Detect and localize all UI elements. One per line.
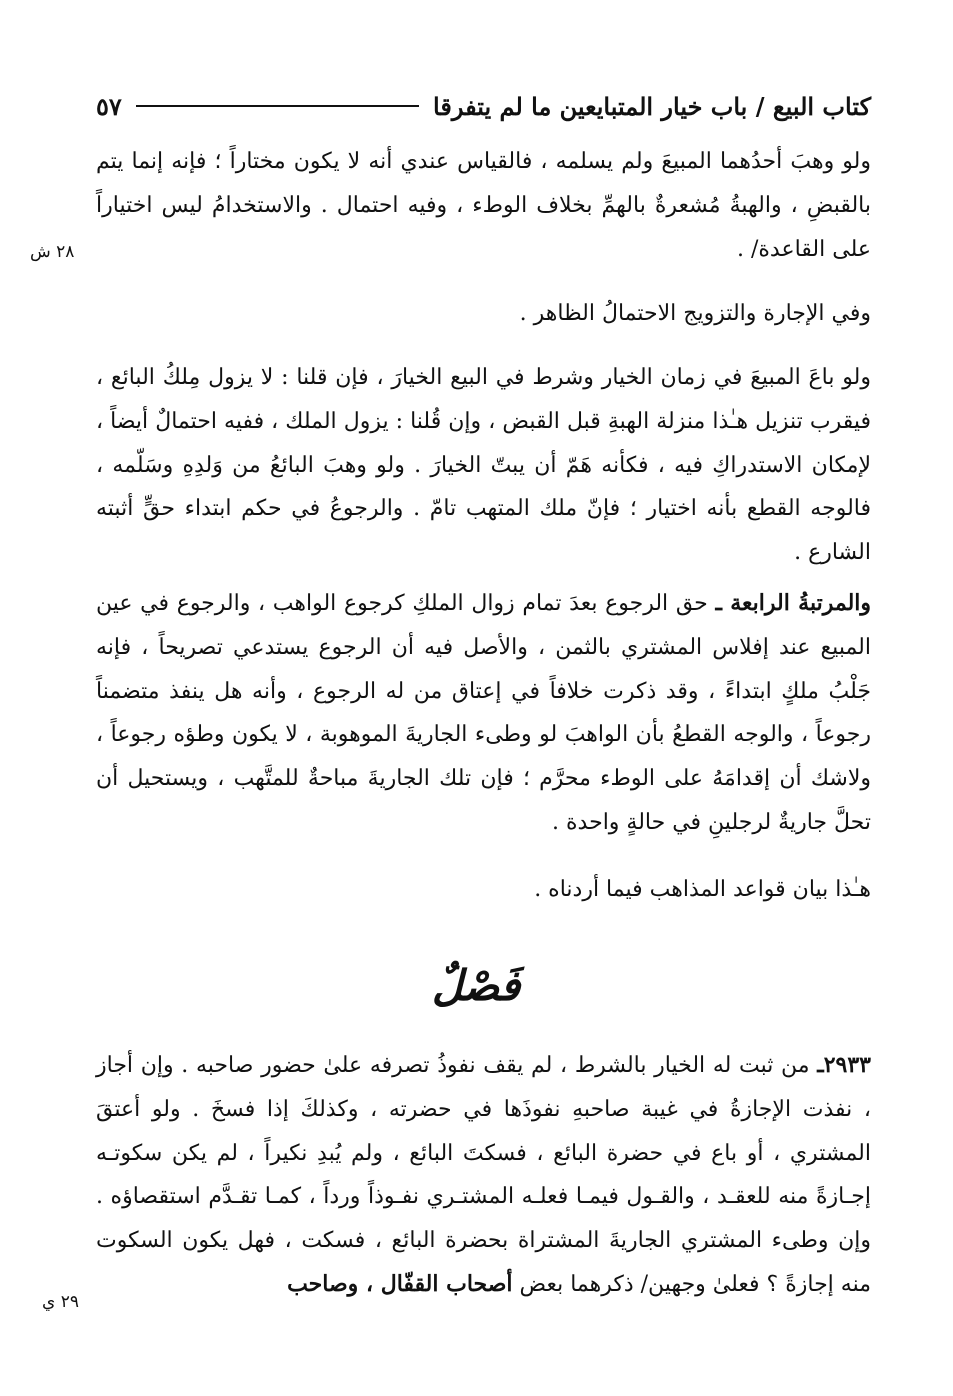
paragraph-5-text: هـٰذا بيان قواعد المذاهب فيما أردناه . [534, 877, 871, 902]
paragraph-1 [96, 140, 871, 271]
issue-number: ٢٩٣٣ـ [817, 1052, 871, 1078]
paragraph-2-text: وفي الإجارة والتزويج الاحتمالُ الظاهر . [519, 301, 871, 326]
header-title: كتاب البيع / باب خيار المتبايعين ما لم يتفرقا [433, 91, 871, 121]
paragraph-1-text: ولو وهبَ أحدُهما المبيعَ ولم يسلمه ، فالقياس عندي أنه لا يكون مختاراً ؛ فإنه إنما يتم بالقبضِ ، والهبةُ مُشعرةٌ بالهمِّ بخلاف الوطء ، وفيه احتمال . والاستخدامُ ليس اختياراً على القاعدة/ . [96, 149, 871, 262]
margin-note-1: ٢٨ ش [30, 242, 75, 262]
running-header [96, 86, 871, 126]
paragraph-6 [96, 1044, 871, 1307]
paragraph-2 [96, 292, 871, 336]
paragraph-5 [96, 868, 871, 912]
paragraph-4-lead: والمرتبةُ الرابعة ـ [715, 590, 872, 616]
header-rule [136, 105, 419, 107]
paragraph-6-text: من ثبت له الخيار بالشرط ، لم يقف نفوذُ تصرفه علىٰ حضور صاحبه . وإن أجاز ، نفذت الإجازةُ في غيبة صاحبهِ نفوذَها في حضرته ، وكذلكَ إذا فسخَ . ولو أعتقَ المشتري ، أو باع في حضرة البائع ، فسكتَ البائع ، ولم يُبدِ نكيراً ، لم يكن سكوتـه إجـازةً منه للعقـد ، والقـول فيمـا فعلـه المشتـري نفـوذاً ورداً ، كمـا تقـدَّم استقصاؤه . وإن وطىء المشتري الجاريةَ المشتراة بحضرة البائع ، فسكت ، فهل يكون السكوت منه إجازةً ؟ فعلىٰ وجهين/ ذكرهما بعض [96, 1053, 871, 1297]
paragraph-3-text: ولو باعَ المبيعَ في زمان الخيار وشرط في البيع الخيارَ ، فإن قلنا : لا يزول مِلكُ البائع ، فيقرب تنزيل هـٰذا منزلة الهبةِ قبل القبض ، وإن قُلنا : يزول الملك ، ففيه احتمالٌ أيضاً ، لإمكان الاستدراكِ فيه ، فكأنه هَمّ أن يبتّ الخيارَ . ولو وهبَ البائعُ من وَلدِهِ وسَلّمه ، فالوجه القطع بأنه اختيار ؛ فإنّ ملك المتهب تامّ . والرجوعُ في حكم ابتداء حقٍّ أثبته الشارع . [96, 365, 871, 566]
margin-note-2: ٢٩ ي [42, 1292, 79, 1312]
paragraph-3 [96, 356, 871, 575]
section-heading: فَصْلٌ [431, 961, 521, 1010]
paragraph-6-bold-tail: أصحاب القفّال ، وصاحب [287, 1270, 513, 1297]
paragraph-4-text: حق الرجوع بعدَ تمام زوال الملكِ كرجوع الواهب ، والرجوع في عين المبيع عند إفلاس المشتري بالثمن ، والأصل فيه أن الرجوع يستدعي تصريحاً ، فإنه جَلْبُ ملكٍ ابتداءً ، وقد ذكرت خلافاً في إعتاق من له الرجوع ، وأنه هل ينفذ متضمناً رجوعاً ، والوجه القطعُ بأن الواهبَ لو وطىء الجاريةَ الموهوبة ، لا يكون وطؤه رجوعاً ، ولاشك أن إقدامَهُ على الوطء محرَّم ؛ فإن تلك الجاريةَ مباحةٌ للمتَّهب ، ويستحيل أن تحلَّ جاريةٌ لرجلينِ في حالةٍ واحدة . [96, 591, 871, 835]
page-number: ٥٧ [96, 91, 122, 121]
section-heading-ornament [396, 958, 556, 1024]
paragraph-4 [96, 582, 871, 845]
